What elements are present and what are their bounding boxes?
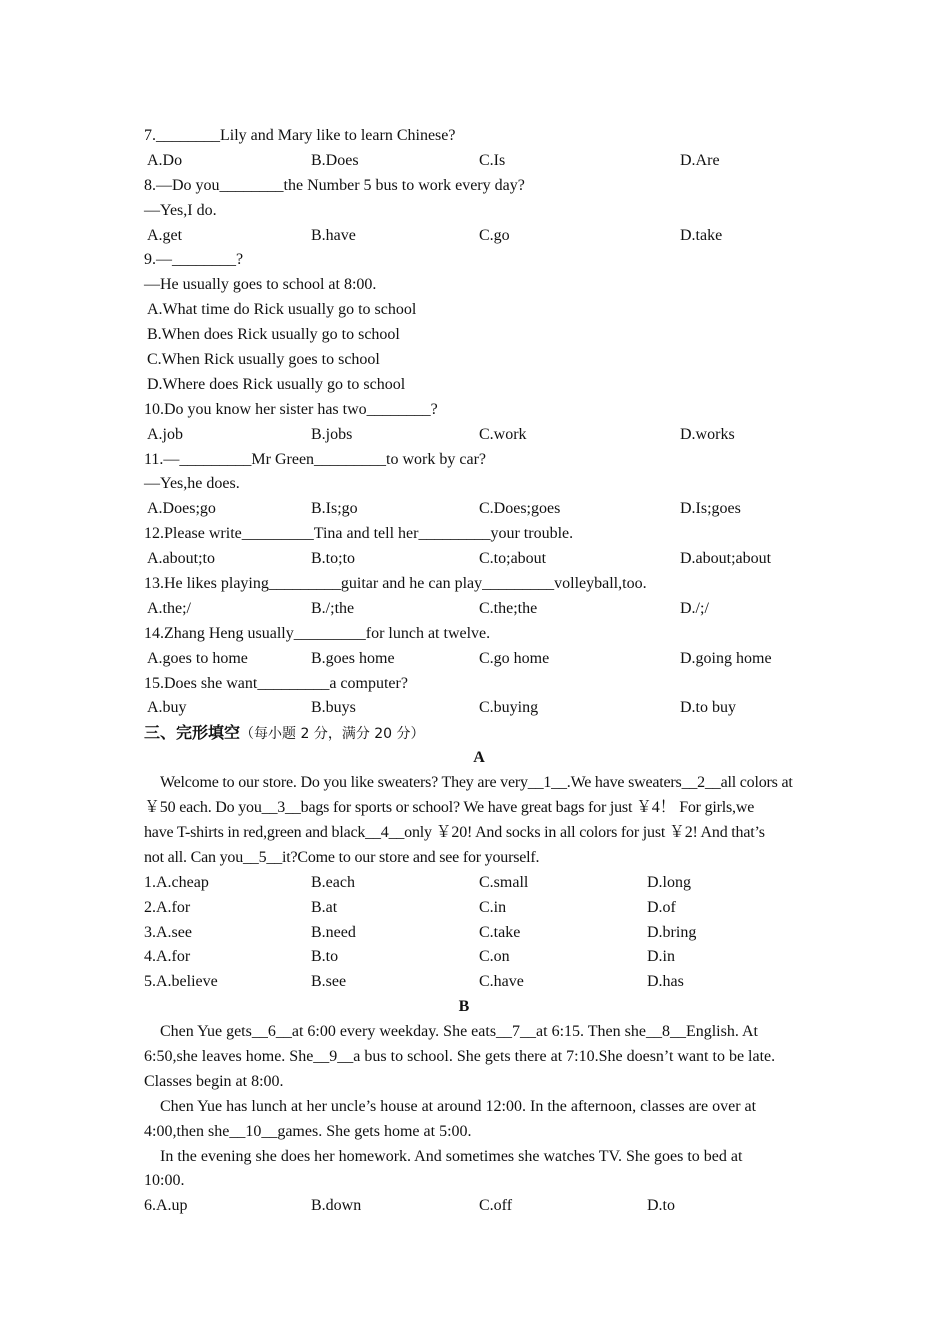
option-row bbox=[144, 871, 814, 896]
section-title: 三、完形填空 bbox=[144, 723, 241, 743]
passage-b-line: Classes begin at 8:00. bbox=[144, 1072, 284, 1090]
option-c: C.go bbox=[479, 226, 510, 244]
part-b-label: B bbox=[458, 998, 470, 1016]
option-d: D.to buy bbox=[680, 699, 736, 717]
option-c: C.the;the bbox=[479, 599, 538, 617]
option-row bbox=[144, 647, 814, 672]
option-d: D.Where does Rick usually go to school bbox=[147, 375, 406, 393]
option-a: A.What time do Rick usually go to school bbox=[147, 301, 417, 319]
option-row bbox=[144, 597, 814, 622]
option-c: C.take bbox=[479, 923, 521, 941]
question-stem: 10.Do you know her sister has two________? bbox=[144, 400, 438, 418]
option-a: A.Does;go bbox=[147, 500, 216, 518]
section-score-note: （每小题 2 分，满分 20 分） bbox=[240, 726, 425, 743]
option-row bbox=[144, 1194, 814, 1219]
option-row bbox=[144, 224, 814, 249]
option-a: 2.A.for bbox=[144, 898, 191, 916]
option-d: D.works bbox=[680, 425, 735, 443]
option-a: A.about;to bbox=[147, 550, 215, 568]
option-b: B.Does bbox=[311, 151, 359, 169]
question-stem: 11.—_________Mr Green_________to work by car? bbox=[144, 450, 487, 468]
option-b: B.Is;go bbox=[311, 500, 358, 518]
option-a: 4.A.for bbox=[144, 948, 191, 966]
option-a: A.Do bbox=[147, 151, 183, 169]
option-row bbox=[144, 921, 814, 946]
option-b: B./;the bbox=[311, 599, 355, 617]
option-c: C.small bbox=[479, 873, 529, 891]
option-a: 1.A.cheap bbox=[144, 873, 209, 891]
option-b: B.goes home bbox=[311, 649, 395, 667]
option-a: 3.A.see bbox=[144, 923, 192, 941]
option-c: C.on bbox=[479, 948, 510, 966]
option-d: D./;/ bbox=[680, 599, 709, 617]
option-row bbox=[144, 696, 814, 721]
passage-a-line: Welcome to our store. Do you like sweaters? They are very__1__.We have sweaters__2__all colors at bbox=[160, 774, 793, 792]
passage-b-line: 10:00. bbox=[144, 1172, 185, 1190]
option-row bbox=[144, 547, 814, 572]
passage-a-line: ￥50 each. Do you__3__bags for sports or school? We have great bags for just ￥4！ For girls,we bbox=[144, 799, 755, 817]
option-row bbox=[144, 497, 814, 522]
option-b: B.jobs bbox=[311, 425, 353, 443]
passage-b-line: In the evening she does her homework. And sometimes she watches TV. She goes to bed at bbox=[160, 1147, 743, 1165]
option-a: A.buy bbox=[147, 699, 187, 717]
option-a: 6.A.up bbox=[144, 1197, 188, 1215]
option-b: B.see bbox=[311, 973, 347, 991]
option-row bbox=[144, 970, 814, 995]
option-d: D.long bbox=[647, 873, 691, 891]
option-c: C.have bbox=[479, 973, 524, 991]
option-d: D.take bbox=[680, 226, 723, 244]
option-d: D.bring bbox=[647, 923, 697, 941]
option-c: C.When Rick usually goes to school bbox=[147, 351, 380, 369]
option-b: B.to;to bbox=[311, 550, 356, 568]
option-c: C.go home bbox=[479, 649, 550, 667]
option-row bbox=[144, 945, 814, 970]
question-stem: 12.Please write_________Tina and tell her_________your trouble. bbox=[144, 525, 574, 543]
question-reply: —Yes,I do. bbox=[144, 201, 217, 219]
option-b: B.buys bbox=[311, 699, 356, 717]
option-b: B.When does Rick usually go to school bbox=[147, 326, 400, 344]
option-c: C.work bbox=[479, 425, 527, 443]
option-b: B.need bbox=[311, 923, 356, 941]
option-a: A.get bbox=[147, 226, 183, 244]
option-c: C.to;about bbox=[479, 550, 547, 568]
option-b: B.at bbox=[311, 898, 338, 916]
option-a: 5.A.believe bbox=[144, 973, 218, 991]
question-reply: —Yes,he does. bbox=[144, 475, 240, 493]
part-a-label: A bbox=[473, 749, 485, 767]
question-stem: 14.Zhang Heng usually_________for lunch at twelve. bbox=[144, 624, 491, 642]
option-c: C.off bbox=[479, 1197, 513, 1215]
passage-a-line: not all. Can you__5__it?Come to our store and see for yourself. bbox=[144, 848, 540, 866]
passage-b-line: Chen Yue gets__6__at 6:00 every weekday. She eats__7__at 6:15. Then she__8__English. At bbox=[160, 1023, 758, 1041]
question-stem: 15.Does she want_________a computer? bbox=[144, 674, 408, 692]
option-d: D.Is;goes bbox=[680, 500, 741, 518]
question-stem: 8.—Do you________the Number 5 bus to work every day? bbox=[144, 176, 525, 194]
option-d: D.of bbox=[647, 898, 676, 916]
option-d: D.has bbox=[647, 973, 684, 991]
option-d: D.to bbox=[647, 1197, 675, 1215]
question-stem: 9.—________? bbox=[144, 251, 244, 269]
option-row bbox=[144, 149, 814, 174]
option-b: B.to bbox=[311, 948, 339, 966]
option-a: A.goes to home bbox=[147, 649, 248, 667]
question-stem: 7.________Lily and Mary like to learn Chinese? bbox=[144, 127, 456, 144]
question-reply: —He usually goes to school at 8:00. bbox=[144, 276, 377, 294]
option-d: D.going home bbox=[680, 649, 772, 667]
option-row bbox=[144, 896, 814, 921]
section-heading bbox=[144, 721, 814, 746]
passage-b-line: 4:00,then she__10__games. She gets home at 5:00. bbox=[144, 1122, 472, 1140]
passage-a-line: have T-shirts in red,green and black__4__only ￥20! And socks in all colors for just ￥2! And that’s bbox=[144, 823, 765, 841]
option-d: D.Are bbox=[680, 151, 720, 169]
option-c: C.buying bbox=[479, 699, 539, 717]
option-a: A.job bbox=[147, 425, 183, 443]
exam-page bbox=[144, 124, 814, 1219]
option-b: B.have bbox=[311, 226, 356, 244]
passage-b-line: 6:50,she leaves home. She__9__a bus to school. She gets there at 7:10.She doesn’t want to be late. bbox=[144, 1047, 776, 1065]
option-c: C.Is bbox=[479, 151, 506, 169]
option-d: D.in bbox=[647, 948, 675, 966]
option-c: C.in bbox=[479, 898, 507, 916]
option-d: D.about;about bbox=[680, 550, 772, 568]
option-b: B.each bbox=[311, 873, 355, 891]
passage-b-line: Chen Yue has lunch at her uncle’s house at around 12:00. In the afternoon, classes are over at bbox=[160, 1097, 757, 1115]
option-c: C.Does;goes bbox=[479, 500, 561, 518]
option-a: A.the;/ bbox=[147, 599, 191, 617]
option-b: B.down bbox=[311, 1197, 362, 1215]
option-row bbox=[144, 423, 814, 448]
question-stem: 13.He likes playing_________guitar and he can play_________volleyball,too. bbox=[144, 575, 647, 593]
